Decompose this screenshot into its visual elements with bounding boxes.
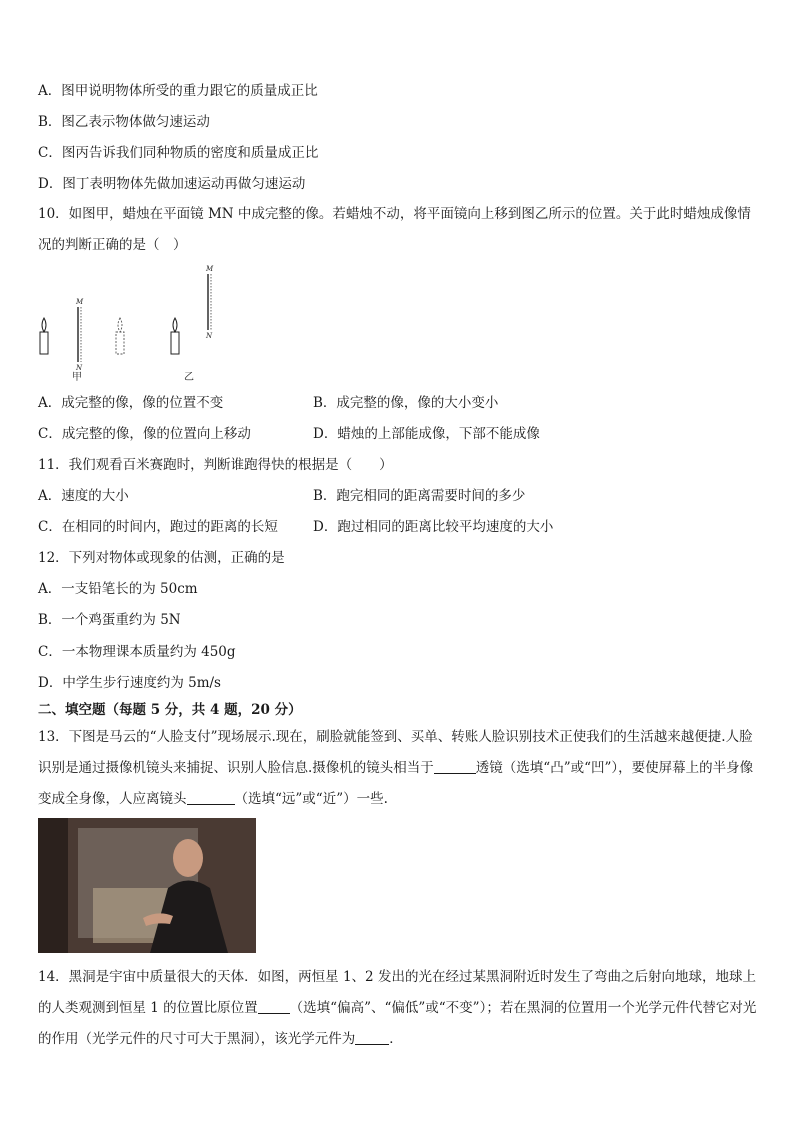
q14-text-part1: 14．黑洞是宇宙中质量很大的天体．如图，两恒星 1、2 发出的光在经过某黑洞附近时发生了弯曲之后射向地球，地球上的人类观测到恒星 1 的位置比原位置	[38, 969, 756, 1016]
face-payment-photo	[38, 818, 256, 953]
candle-jia	[40, 318, 48, 354]
mirror-yi	[208, 274, 211, 330]
candle-image-jia	[116, 318, 124, 354]
figure-jia-label: 甲	[72, 372, 82, 383]
q13-blank-2[interactable]	[187, 790, 235, 805]
q11-option-d: D．跑过相同的距离比较平均速度的大小	[313, 519, 554, 535]
mirror-jia-n-label: N	[76, 364, 83, 372]
q14-blank-2[interactable]	[355, 1030, 389, 1045]
mirror-yi-n-label: N	[206, 332, 213, 340]
q14-text-part3: ．	[389, 1031, 403, 1047]
figure-yi-label: 乙	[184, 372, 194, 383]
q13-text	[38, 722, 760, 815]
q13-text-part2: 透镜（选填“凸”或“凹”），要使屏幕上的半身像变成全身像，人应离镜头	[38, 760, 754, 807]
q11-option-a: A．速度的大小	[38, 488, 129, 504]
mirror-yi-m-label: M	[206, 265, 214, 273]
q14-text	[38, 962, 760, 1055]
q10-option-d: D．蜡烛的上部能成像，下部不能成像	[313, 426, 540, 442]
mirror-jia-m-label: M	[76, 298, 84, 306]
face-payment-photo-graphic	[38, 818, 256, 953]
q10-option-b: B．成完整的像，像的大小变小	[313, 395, 499, 411]
q10-option-a: A．成完整的像，像的位置不变	[38, 395, 224, 411]
q12-stem: 12．下列对物体或现象的估测，正确的是	[38, 550, 285, 566]
q12-option-d: D．中学生步行速度约为 5m/s	[38, 675, 221, 691]
q13-text-part3: （选填“远”或“近”）一些.	[234, 791, 388, 807]
q12-option-a: A．一支铅笔长的为 50cm	[38, 581, 198, 597]
mirror-jia	[78, 307, 81, 362]
q9-option-b: B．图乙表示物体做匀速运动	[38, 114, 210, 130]
candle-yi	[171, 318, 179, 354]
q14-text-part2: （选填“偏高”、“偏低”或“不变”）；若在黑洞的位置用一个光学元件代替它对光的作用（光学元件的尺寸可大于黑洞），该光学元件为	[38, 1000, 757, 1047]
q14-blank-1[interactable]	[258, 999, 290, 1014]
q11-option-b: B．跑完相同的距离需要时间的多少	[313, 488, 526, 504]
q10-stem: 10．如图甲，蜡烛在平面镜 MN 中成完整的像。若蜡烛不动，将平面镜向上移到图乙所示的位置。关于此时蜡烛成像情况的判断正确的是（ ）	[38, 206, 751, 253]
q9-option-d: D．图丁表明物体先做加速运动再做匀速运动	[38, 176, 306, 192]
q9-option-c: C．图丙告诉我们同种物质的密度和质量成正比	[38, 145, 319, 161]
section-title: 二、填空题（每题 5 分，共 4 题，20 分）	[38, 702, 302, 718]
q12-option-b: B．一个鸡蛋重约为 5N	[38, 612, 181, 628]
q11-stem: 11．我们观看百米赛跑时，判断谁跑得快的根据是（ ）	[38, 457, 393, 473]
q13-blank-1[interactable]	[434, 759, 476, 774]
mirror-candle-figure	[32, 262, 232, 387]
q11-option-c: C．在相同的时间内，跑过的距离的长短	[38, 519, 278, 535]
q9-option-a: A．图甲说明物体所受的重力跟它的质量成正比	[38, 83, 318, 99]
q12-option-c: C．一本物理课本质量约为 450g	[38, 644, 236, 660]
q13-text-part1: 13．下图是马云的“人脸支付”现场展示.现在，刷脸就能签到、买单、转账人脸识别技术正使我们的生活越来越便捷.人脸识别是通过摄像机镜头来捕捉、识别人脸信息.摄像机的镜头相当于	[38, 729, 753, 776]
q10-option-c: C．成完整的像，像的位置向上移动	[38, 426, 251, 442]
